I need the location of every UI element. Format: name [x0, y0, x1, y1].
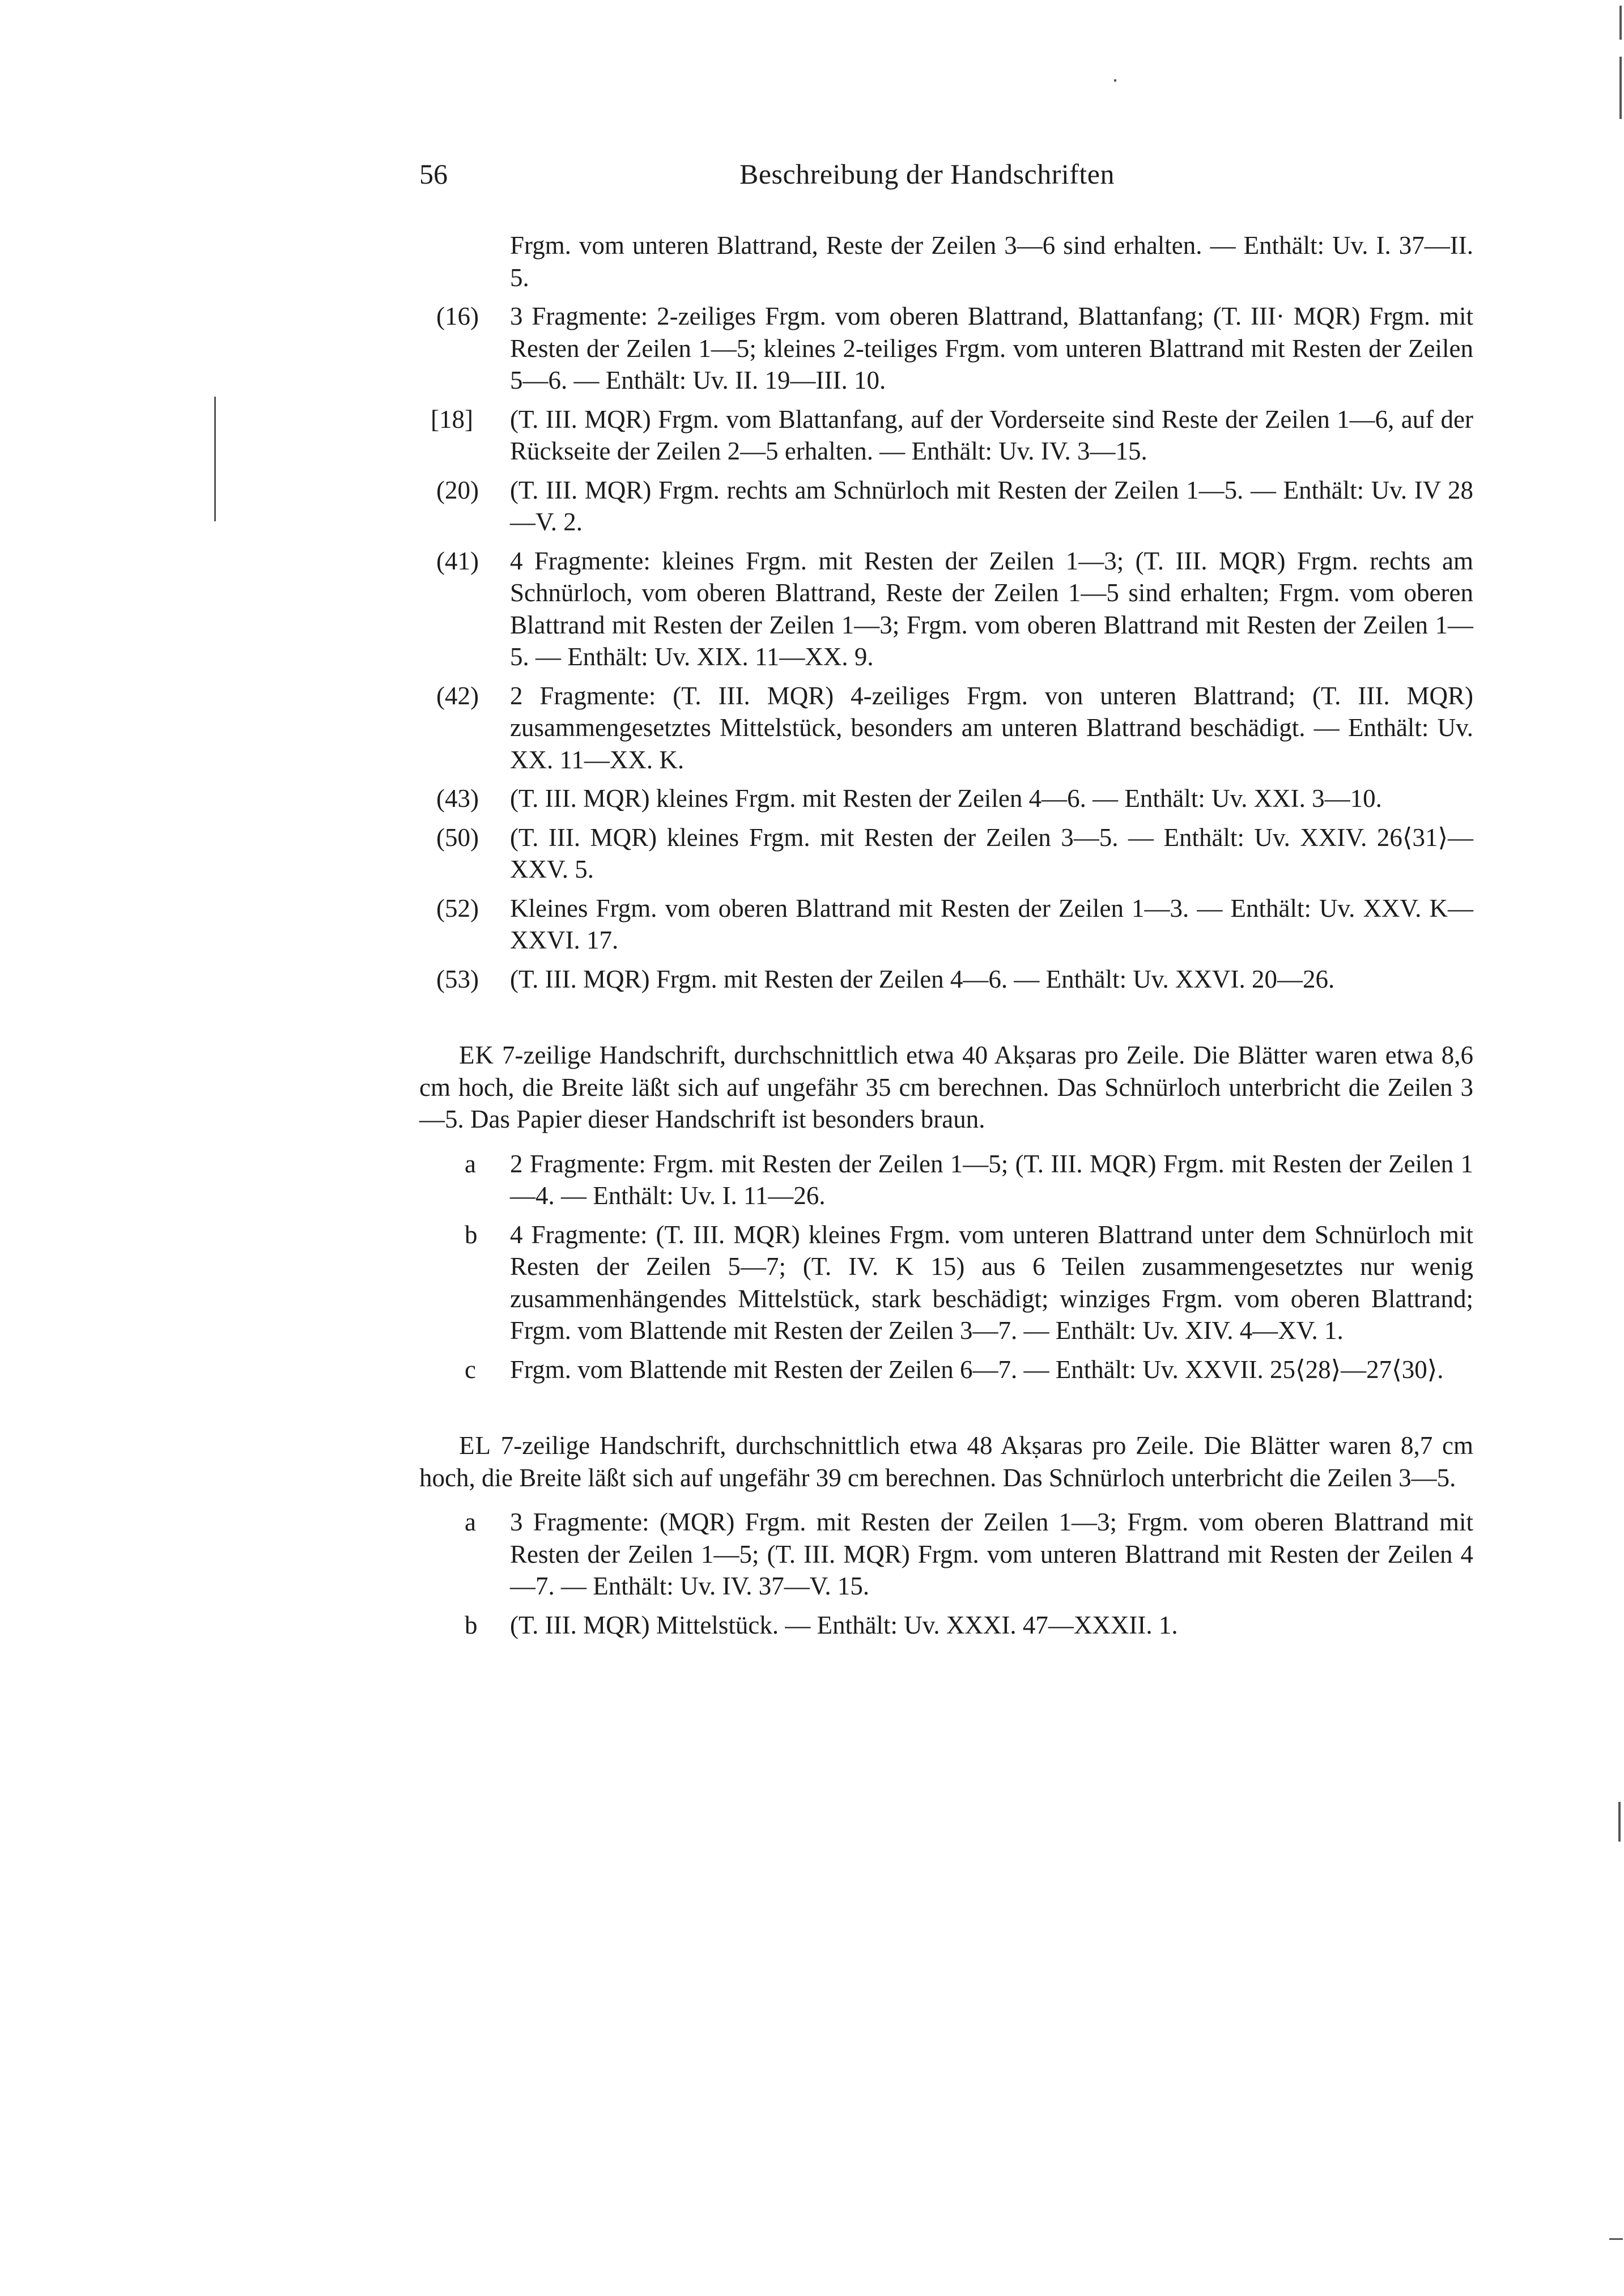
entry-text: 2 Fragmente: (T. III. MQR) 4-zeiliges Frgm. von unteren Blattrand; (T. III. MQR) zusammengesetztes Mittelstück, besonders am unteren Blattrand beschädigt. — Enthält: Uv. XX. 11—XX. K.: [510, 681, 1473, 774]
item-text: Frgm. vom Blattende mit Resten der Zeilen 6—7. — Enthält: Uv. XXVII. 25⟨28⟩—27⟨30⟩.: [510, 1355, 1444, 1384]
scan-artifact: [1114, 79, 1116, 82]
entry-text: 3 Fragmente: 2-zeiliges Frgm. vom oberen Blattrand, Blattanfang; (T. III· MQR) Frgm. mit Resten der Zeilen 1—5; kleines 2-teiliges Frgm. vom unteren Blattrand mit Resten der Zeilen 5—6. — Enthält: Uv. II. 19—III. 10.: [510, 302, 1473, 394]
manuscript-description: [419, 1039, 1473, 1136]
item-text: 3 Fragmente: (MQR) Frgm. mit Resten der Zeilen 1—3; Frgm. vom oberen Blattrand mit Resten der Zeilen 1—5; (T. III. MQR) Frgm. vom unteren Blattrand mit Resten der Zeilen 4—7. — Enthält: Uv. IV. 37—V. 15.: [510, 1508, 1473, 1600]
running-head: Beschreibung der Handschriften: [739, 158, 1115, 190]
entry-52: [419, 892, 1473, 956]
item-text: (T. III. MQR) Mittelstück. — Enthält: Uv. XXXI. 47—XXXII. 1.: [510, 1610, 1178, 1639]
manuscript-description-text: 7-zeilige Handschrift, durchschnittlich etwa 48 Akṣaras pro Zeile. Die Blätter waren 8,7 cm hoch, die Breite läßt sich auf ungefähr 39 cm berechnen. Das Schnürloch unterbricht die Zeilen 3—5.: [419, 1431, 1473, 1492]
entry-label: (52): [436, 894, 479, 922]
entry-41: [419, 545, 1473, 673]
manuscript-items: [419, 1506, 1473, 1641]
manuscript-description-text: 7-zeilige Handschrift, durchschnittlich etwa 40 Akṣaras pro Zeile. Die Blätter waren etwa 8,6 cm hoch, die Breite läßt sich auf ungefähr 35 cm berechnen. Das Schnürloch unterbricht die Zeilen 3—5. Das Papier dieser Handschrift ist besonders braun.: [419, 1041, 1474, 1133]
entry-label: [18]: [431, 405, 473, 433]
entry-label: (41): [436, 546, 479, 575]
item-label: a: [465, 1149, 476, 1178]
entry-text: Kleines Frgm. vom oberen Blattrand mit Resten der Zeilen 1—3. — Enthält: Uv. XXV. K—XXVI. 17.: [510, 894, 1473, 954]
entry-label: (16): [436, 302, 479, 330]
manuscript-ek: [419, 1039, 1473, 1385]
manuscript-item: [419, 1609, 1473, 1642]
item-text: 4 Fragmente: (T. III. MQR) kleines Frgm. vom unteren Blattrand unter dem Schnürloch mit Resten der Zeilen 5—7; (T. IV. K 15) aus 6 Teilen zusammengesetztes nur wenig zusammenhängendes Mittelstück, stark beschädigt; winziges Frgm. vom oberen Blattrand; Frgm. vom Blattende mit Resten der Zeilen 3—7. — Enthält: Uv. XIV. 4—XV. 1.: [510, 1220, 1473, 1345]
page-header: [419, 158, 1473, 197]
manuscript-items: [419, 1148, 1473, 1386]
entry-text: 4 Fragmente: kleines Frgm. mit Resten der Zeilen 1—3; (T. III. MQR) Frgm. rechts am Schnürloch, vom oberen Blattrand, Reste der Zeilen 1—5 sind erhalten; Frgm. vom oberen Blattrand mit Resten der Zeilen 1—3; Frgm. vom oberen Blattrand mit Resten der Zeilen 1—5. — Enthält: Uv. XIX. 11—XX. 9.: [510, 546, 1473, 671]
entry-label: (42): [436, 681, 479, 710]
entry-text: (T. III. MQR) Frgm. vom Blattanfang, auf der Vorderseite sind Reste der Zeilen 1—6, auf der Rückseite der Zeilen 2—5 erhalten. — Enthält: Uv. IV. 3—15.: [510, 405, 1473, 465]
manuscript-item: [419, 1148, 1473, 1212]
scan-artifact: [1619, 57, 1622, 119]
entry-text: (T. III. MQR) Frgm. rechts am Schnürloch mit Resten der Zeilen 1—5. — Enthält: Uv. IV 28—V. 2.: [510, 475, 1473, 536]
entry-20: [419, 474, 1473, 538]
entry-text: Frgm. vom unteren Blattrand, Reste der Zeilen 3—6 sind erhalten. — Enthält: Uv. I. 37—II. 5.: [510, 231, 1473, 292]
manuscript-el: [419, 1430, 1473, 1641]
page-number: 56: [419, 158, 448, 190]
item-label: b: [465, 1610, 478, 1639]
entry-label: (53): [436, 964, 479, 993]
scan-artifact: [1609, 2238, 1623, 2240]
entry-continuation: [419, 229, 1473, 294]
entry-53: [419, 963, 1473, 996]
entry-18: [419, 403, 1473, 467]
manuscript-id: EK: [459, 1041, 494, 1069]
item-label: b: [465, 1220, 478, 1249]
entry-42: [419, 680, 1473, 776]
entry-label: (50): [436, 823, 479, 852]
manuscript-item: [419, 1219, 1473, 1347]
entry-text: (T. III. MQR) kleines Frgm. mit Resten der Zeilen 3—5. — Enthält: Uv. XXIV. 26⟨31⟩—XXV. 5.: [510, 823, 1473, 883]
entry-label: (20): [436, 475, 479, 504]
scan-artifact: [214, 397, 216, 521]
manuscript-item: [419, 1354, 1473, 1386]
item-text: 2 Fragmente: Frgm. mit Resten der Zeilen 1—5; (T. III. MQR) Frgm. mit Resten der Zeilen 1—4. — Enthält: Uv. I. 11—26.: [510, 1149, 1473, 1210]
entry-50: [419, 822, 1473, 886]
scan-artifact: [1618, 1802, 1621, 1842]
entry-16: [419, 300, 1473, 397]
manuscript-description: [419, 1430, 1473, 1494]
entry-43: [419, 783, 1473, 815]
item-label: c: [465, 1355, 476, 1384]
page-body: [419, 229, 1473, 1648]
entry-text: (T. III. MQR) Frgm. mit Resten der Zeilen 4—6. — Enthält: Uv. XXVI. 20—26.: [510, 964, 1335, 993]
manuscript-item: [419, 1506, 1473, 1602]
entry-label: (43): [436, 784, 479, 813]
item-label: a: [465, 1508, 476, 1536]
scan-artifact: [1619, 6, 1622, 40]
manuscript-id: EL: [459, 1431, 491, 1460]
entry-text: (T. III. MQR) kleines Frgm. mit Resten der Zeilen 4—6. — Enthält: Uv. XXI. 3—10.: [510, 784, 1382, 813]
